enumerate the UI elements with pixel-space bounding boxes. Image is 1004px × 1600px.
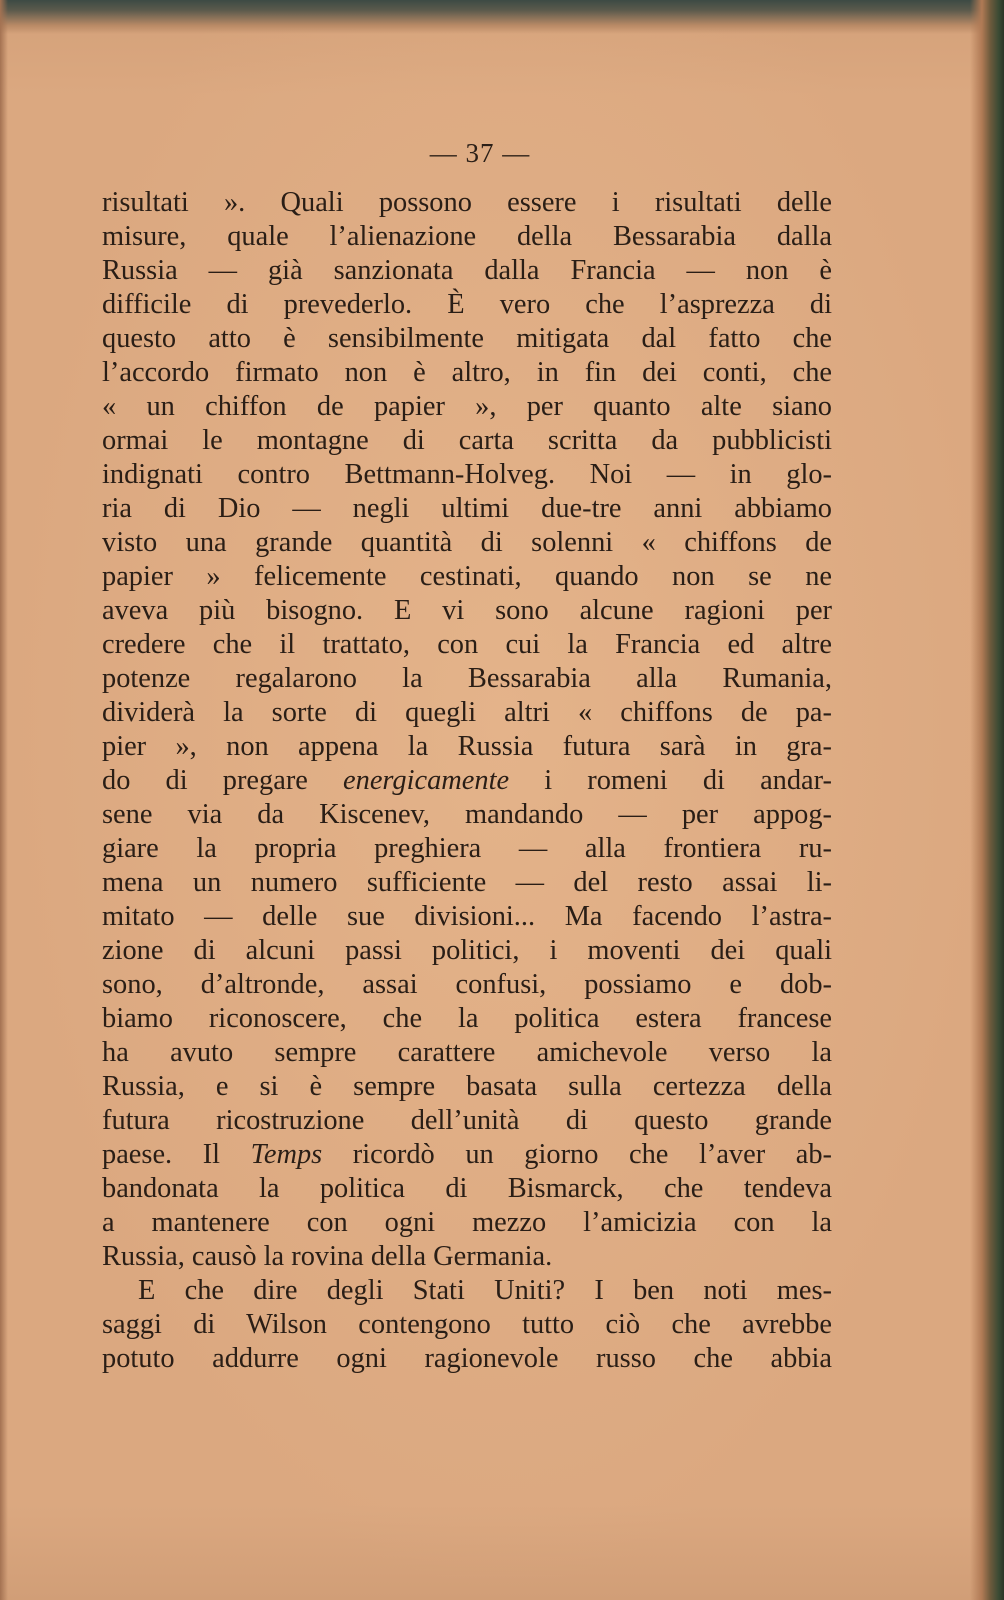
text-line: l’accordo firmato non è altro, in fin dei conti, che [102,357,832,388]
text-line: Russia — già sanzionata dalla Francia — non è [102,255,832,286]
page-top-edge [0,0,1004,34]
text-line: mitato — delle sue divisioni... Ma facendo l’astra- [102,901,832,932]
text-line: risultati ». Quali possono essere i risultati delle [102,187,832,218]
page-right-edge [970,0,1004,1600]
text-line: difficile di prevederlo. È vero che l’asprezza di [102,289,832,320]
text-line: pier », non appena la Russia futura sarà in gra- [102,731,832,762]
text-line: ria di Dio — negli ultimi due-tre anni abbiamo [102,493,832,524]
text-line: aveva più bisogno. E vi sono alcune ragioni per [102,595,832,626]
text-line: misure, quale l’alienazione della Bessarabia dalla [102,221,832,252]
text-line: indignati contro Bettmann-Holveg. Noi — in glo- [102,459,832,490]
text-line: saggi di Wilson contengono tutto ciò che avrebbe [102,1309,832,1340]
text-line: zione di alcuni passi politici, i moventi dei quali [102,935,832,966]
text-line: sono, d’altronde, assai confusi, possiamo e dob- [102,969,832,1000]
text-line: questo atto è sensibilmente mitigata dal fatto che [102,323,832,354]
text-line: dividerà la sorte di quegli altri « chiffons de pa- [102,697,832,728]
text-line: bandonata la politica di Bismarck, che tendeva [102,1173,832,1204]
page-left-edge [0,0,8,1600]
text-line: biamo riconoscere, che la politica estera francese [102,1003,832,1034]
text-line: futura ricostruzione dell’unità di questo grande [102,1105,832,1136]
text-line: ha avuto sempre carattere amichevole verso la [102,1037,832,1068]
text-line: « un chiffon de papier », per quanto alte siano [102,391,832,422]
italic-word: energicamente [343,765,510,796]
body-text [102,186,832,1376]
text-segment: i romeni di andar- [509,765,833,796]
text-line-mixed [102,764,832,798]
text-line: sene via da Kiscenev, mandando — per appog- [102,799,832,830]
text-line: a mantenere con ogni mezzo l’amicizia con la [102,1207,832,1238]
text-line: visto una grande quantità di solenni « chiffons de [102,527,832,558]
page-number: — 37 — [429,138,531,168]
text-line: credere che il trattato, con cui la Francia ed altre [102,629,832,660]
text-line: potenze regalarono la Bessarabia alla Rumania, [102,663,832,694]
text-line-mixed [102,1138,832,1172]
text-line: papier » felicemente cestinati, quando non se ne [102,561,832,592]
text-segment: paese. Il [102,1139,251,1170]
text-line: mena un numero sufficiente — del resto assai li- [102,867,832,898]
italic-word: Temps [250,1139,323,1170]
text-line: ormai le montagne di carta scritta da pubblicisti [102,425,832,456]
text-line: E che dire degli Stati Uniti? I ben noti mes- [138,1275,832,1306]
text-line: giare la propria preghiera — alla frontiera ru- [102,833,832,864]
text-line: Russia, e si è sempre basata sulla certezza della [102,1071,832,1102]
text-segment: do di pregare [102,765,344,796]
text-segment: ricordò un giorno che l’aver ab- [322,1139,832,1170]
text-line: Russia, causò la rovina della Germania. [102,1241,553,1272]
text-line: potuto addurre ogni ragionevole russo che abbia [102,1343,832,1374]
